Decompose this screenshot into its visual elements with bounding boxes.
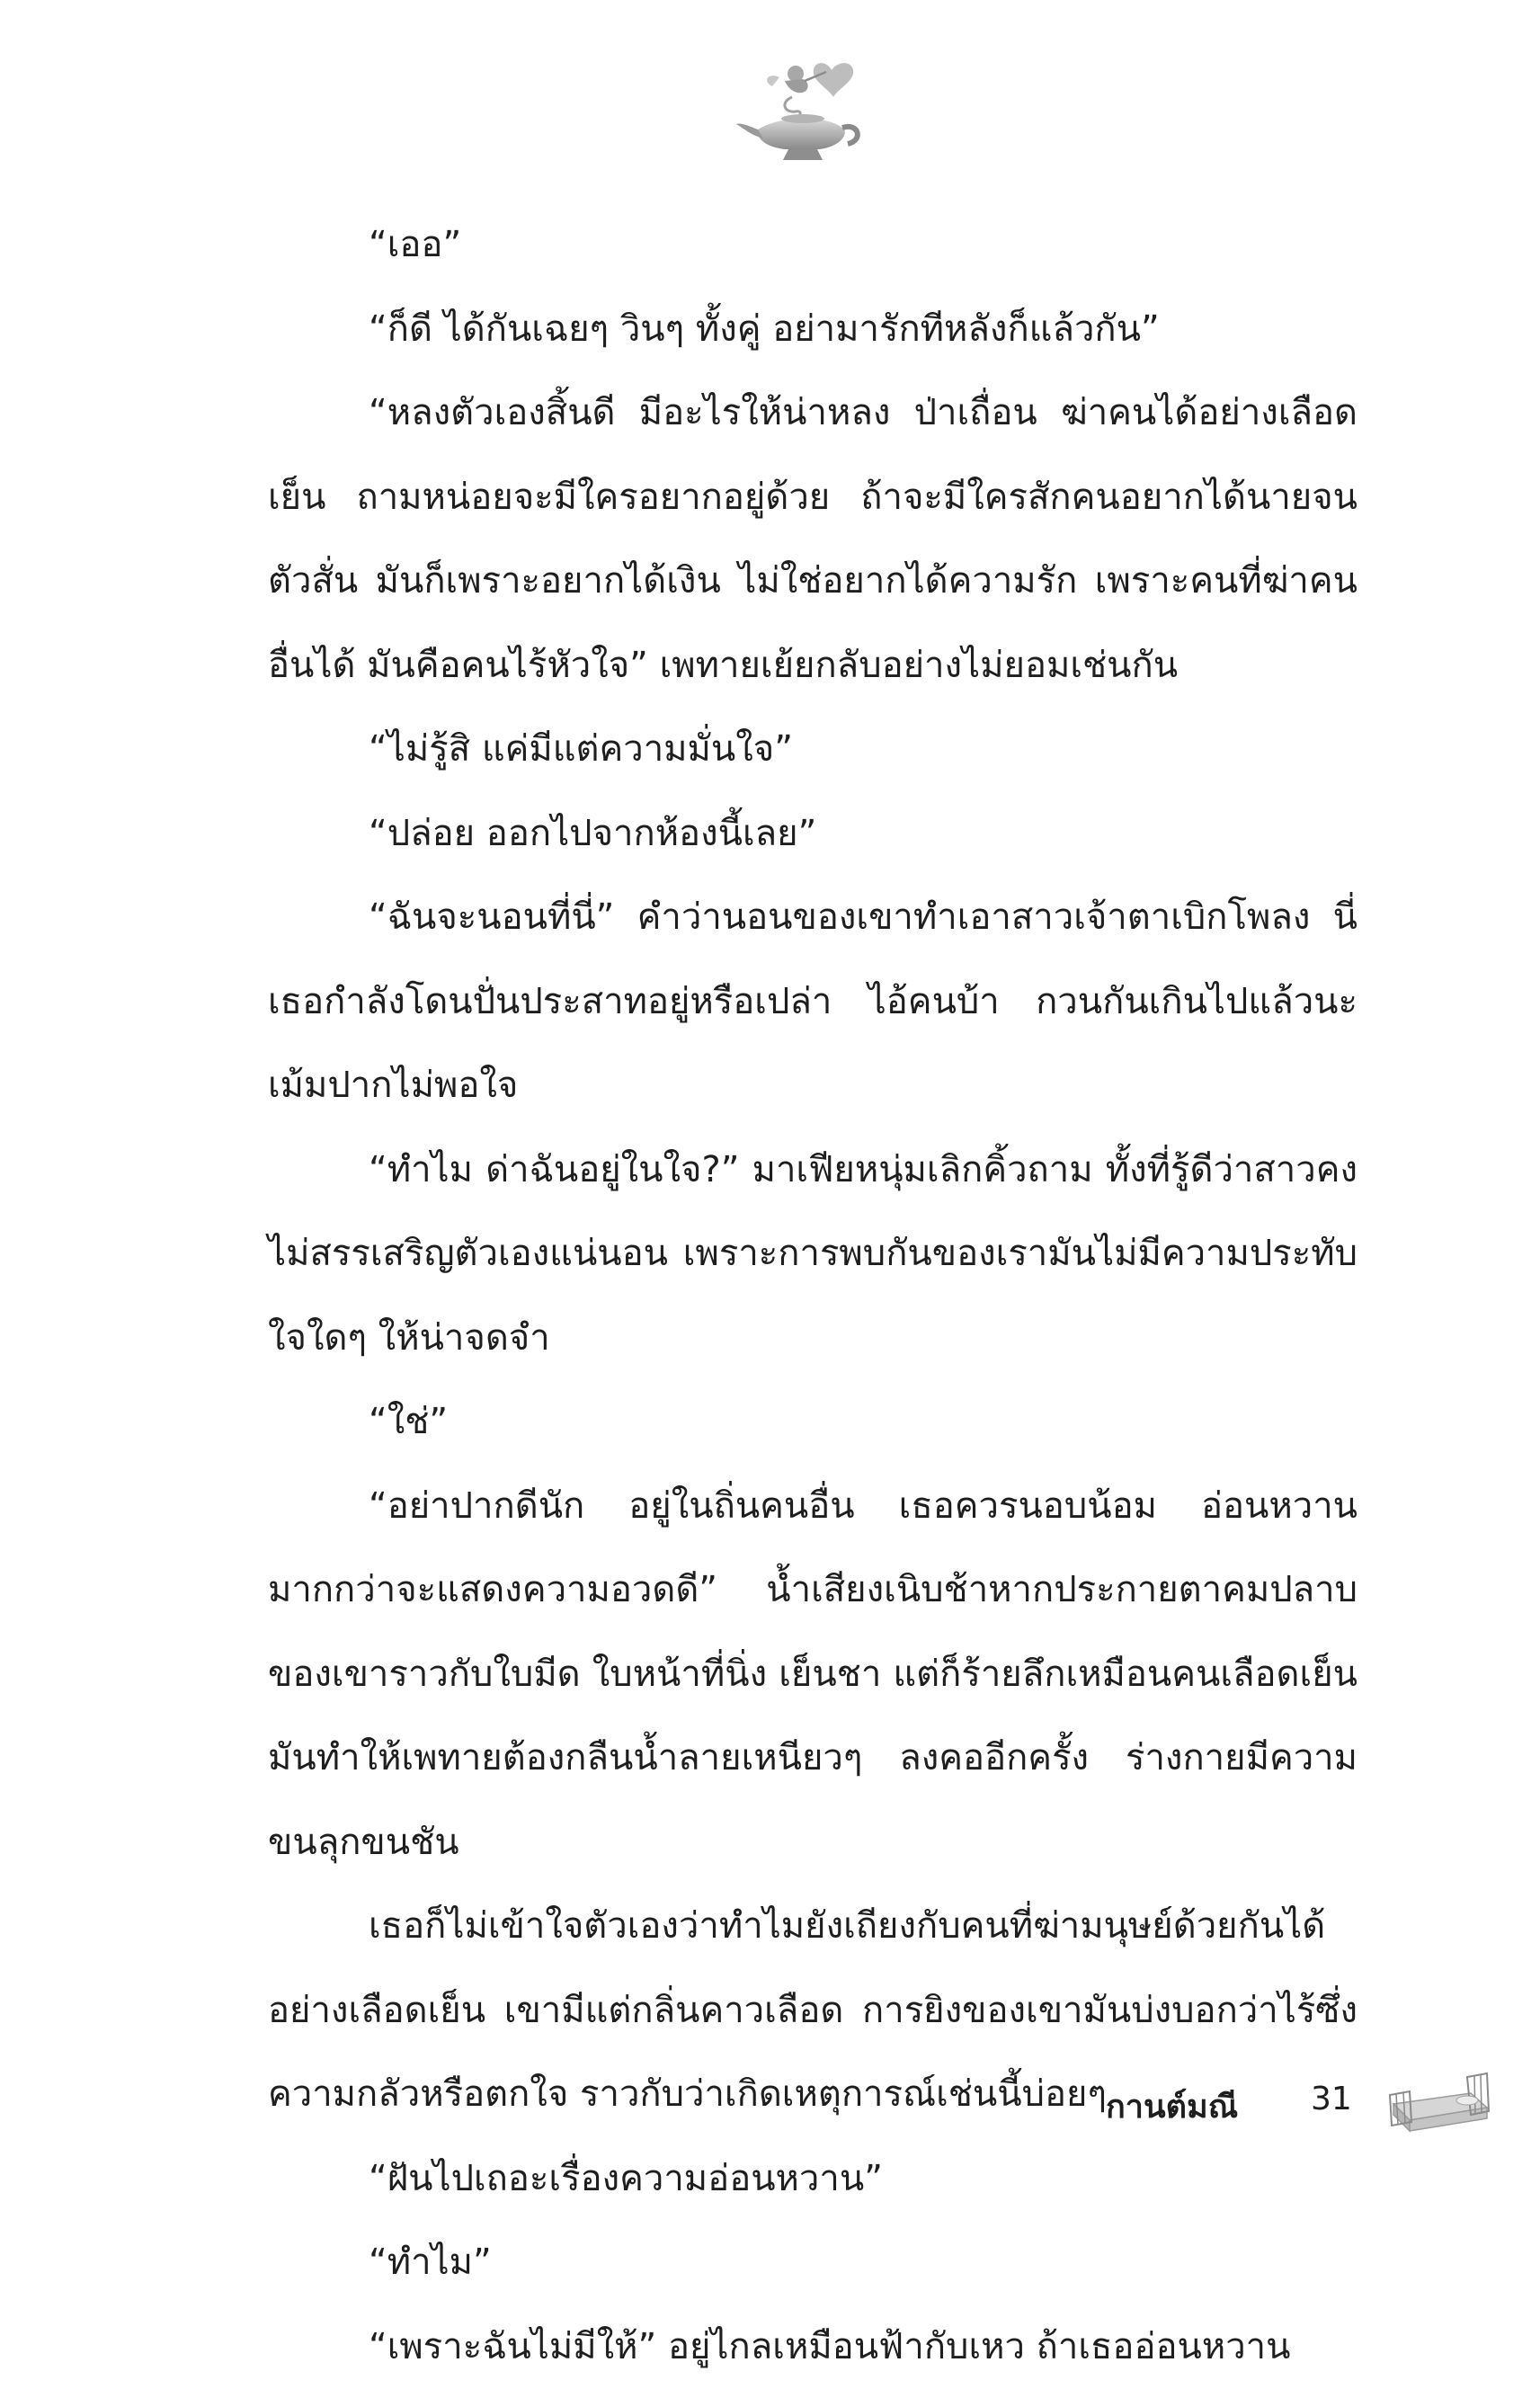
paragraph: เธอก็ไม่เข้าใจตัวเองว่าทำไมยังเถียงกับคนที่ฆ่ามนุษย์ด้วยกันได้อย่างเลือดเย็น เขามีแต่กลิ่นคาวเลือด การยิงของเขามันบ่งบอกว่าไร้ซึ่งความกลัวหรือตกใจ ราวกับว่าเกิดเหตุการณ์เช่นนี้บ่อยๆ <box>268 1885 1358 2137</box>
paragraph: “ใช่” <box>268 1380 1358 1465</box>
paragraph: “ก็ดี ได้กันเฉยๆ วินๆ ทั้งคู่ อย่ามารักทีหลังก็แล้วกัน” <box>268 288 1358 372</box>
bed-icon-graphic <box>1384 2068 1492 2140</box>
paragraph: “หลงตัวเองสิ้นดี มีอะไรให้น่าหลง ป่าเถื่อน ฆ่าคนได้อย่างเลือดเย็น ถามหน่อยจะมีใครอยากอยู่ด้วย ถ้าจะมีใครสักคนอยากได้นายจนตัวสั่น มันก็เพราะอยากได้เงิน ไม่ใช่อยากได้ความรัก เพราะคนที่ฆ่าคนอื่นได้ มันคือคนไร้หัวใจ” เพทายเย้ยกลับอย่างไม่ยอมเช่นกัน <box>268 371 1358 708</box>
bed-icon <box>1384 2068 1492 2140</box>
page-footer <box>1106 2068 1501 2140</box>
genie-lamp-icon-graphic <box>733 54 877 171</box>
paragraph: “ไม่รู้สิ แค่มีแต่ความมั่นใจ” <box>268 708 1358 792</box>
paragraph: “เพราะฉันไม่มีให้” อยู่ไกลเหมือนฟ้ากับเหว ถ้าเธออ่อนหวาน <box>268 2305 1358 2389</box>
paragraph: “ทำไม” <box>268 2221 1358 2305</box>
paragraph: “เออ” <box>268 203 1358 288</box>
paragraph: “ปล่อย ออกไปจากห้องนี้เลย” <box>268 792 1358 877</box>
genie-lamp-icon <box>733 54 877 171</box>
paragraph: “อย่าปากดีนัก อยู่ในถิ่นคนอื่น เธอควรนอบน้อม อ่อนหวานมากกว่าจะแสดงความอวดดี” น้ำเสียงเนิบช้าหากประกายตาคมปลาบของเขาราวกับใบมีด ใบหน้าที่นิ่ง เย็นชา แต่ก็ร้ายลึกเหมือนคนเลือดเย็น มันทำให้เพทายต้องกลืนน้ำลายเหนียวๆ ลงคออีกครั้ง ร่างกายมีความขนลุกขนชัน <box>268 1465 1358 1885</box>
page-number: 31 <box>1311 2081 1352 2117</box>
paragraph: “ทำไม ด่าฉันอยู่ในใจ?” มาเฟียหนุ่มเลิกคิ้วถาม ทั้งที่รู้ดีว่าสาวคงไม่สรรเสริญตัวเองแน่นอน เพราะการพบกันของเรามันไม่มีความประทับใจใดๆ ให้น่าจดจำ <box>268 1128 1358 1381</box>
paragraph: “ฝันไปเถอะเรื่องความอ่อนหวาน” <box>268 2137 1358 2222</box>
paragraph: “ฉันจะนอนที่นี่” คำว่านอนของเขาทำเอาสาวเจ้าตาเบิกโพลง นี่เธอกำลังโดนปั่นประสาทอยู่หรือเปล่า ไอ้คนบ้า กวนกันเกินไปแล้วนะ เม้มปากไม่พอใจ <box>268 876 1358 1128</box>
body-text <box>268 203 1358 2389</box>
book-title: กานต์มณี <box>1106 2081 1238 2132</box>
